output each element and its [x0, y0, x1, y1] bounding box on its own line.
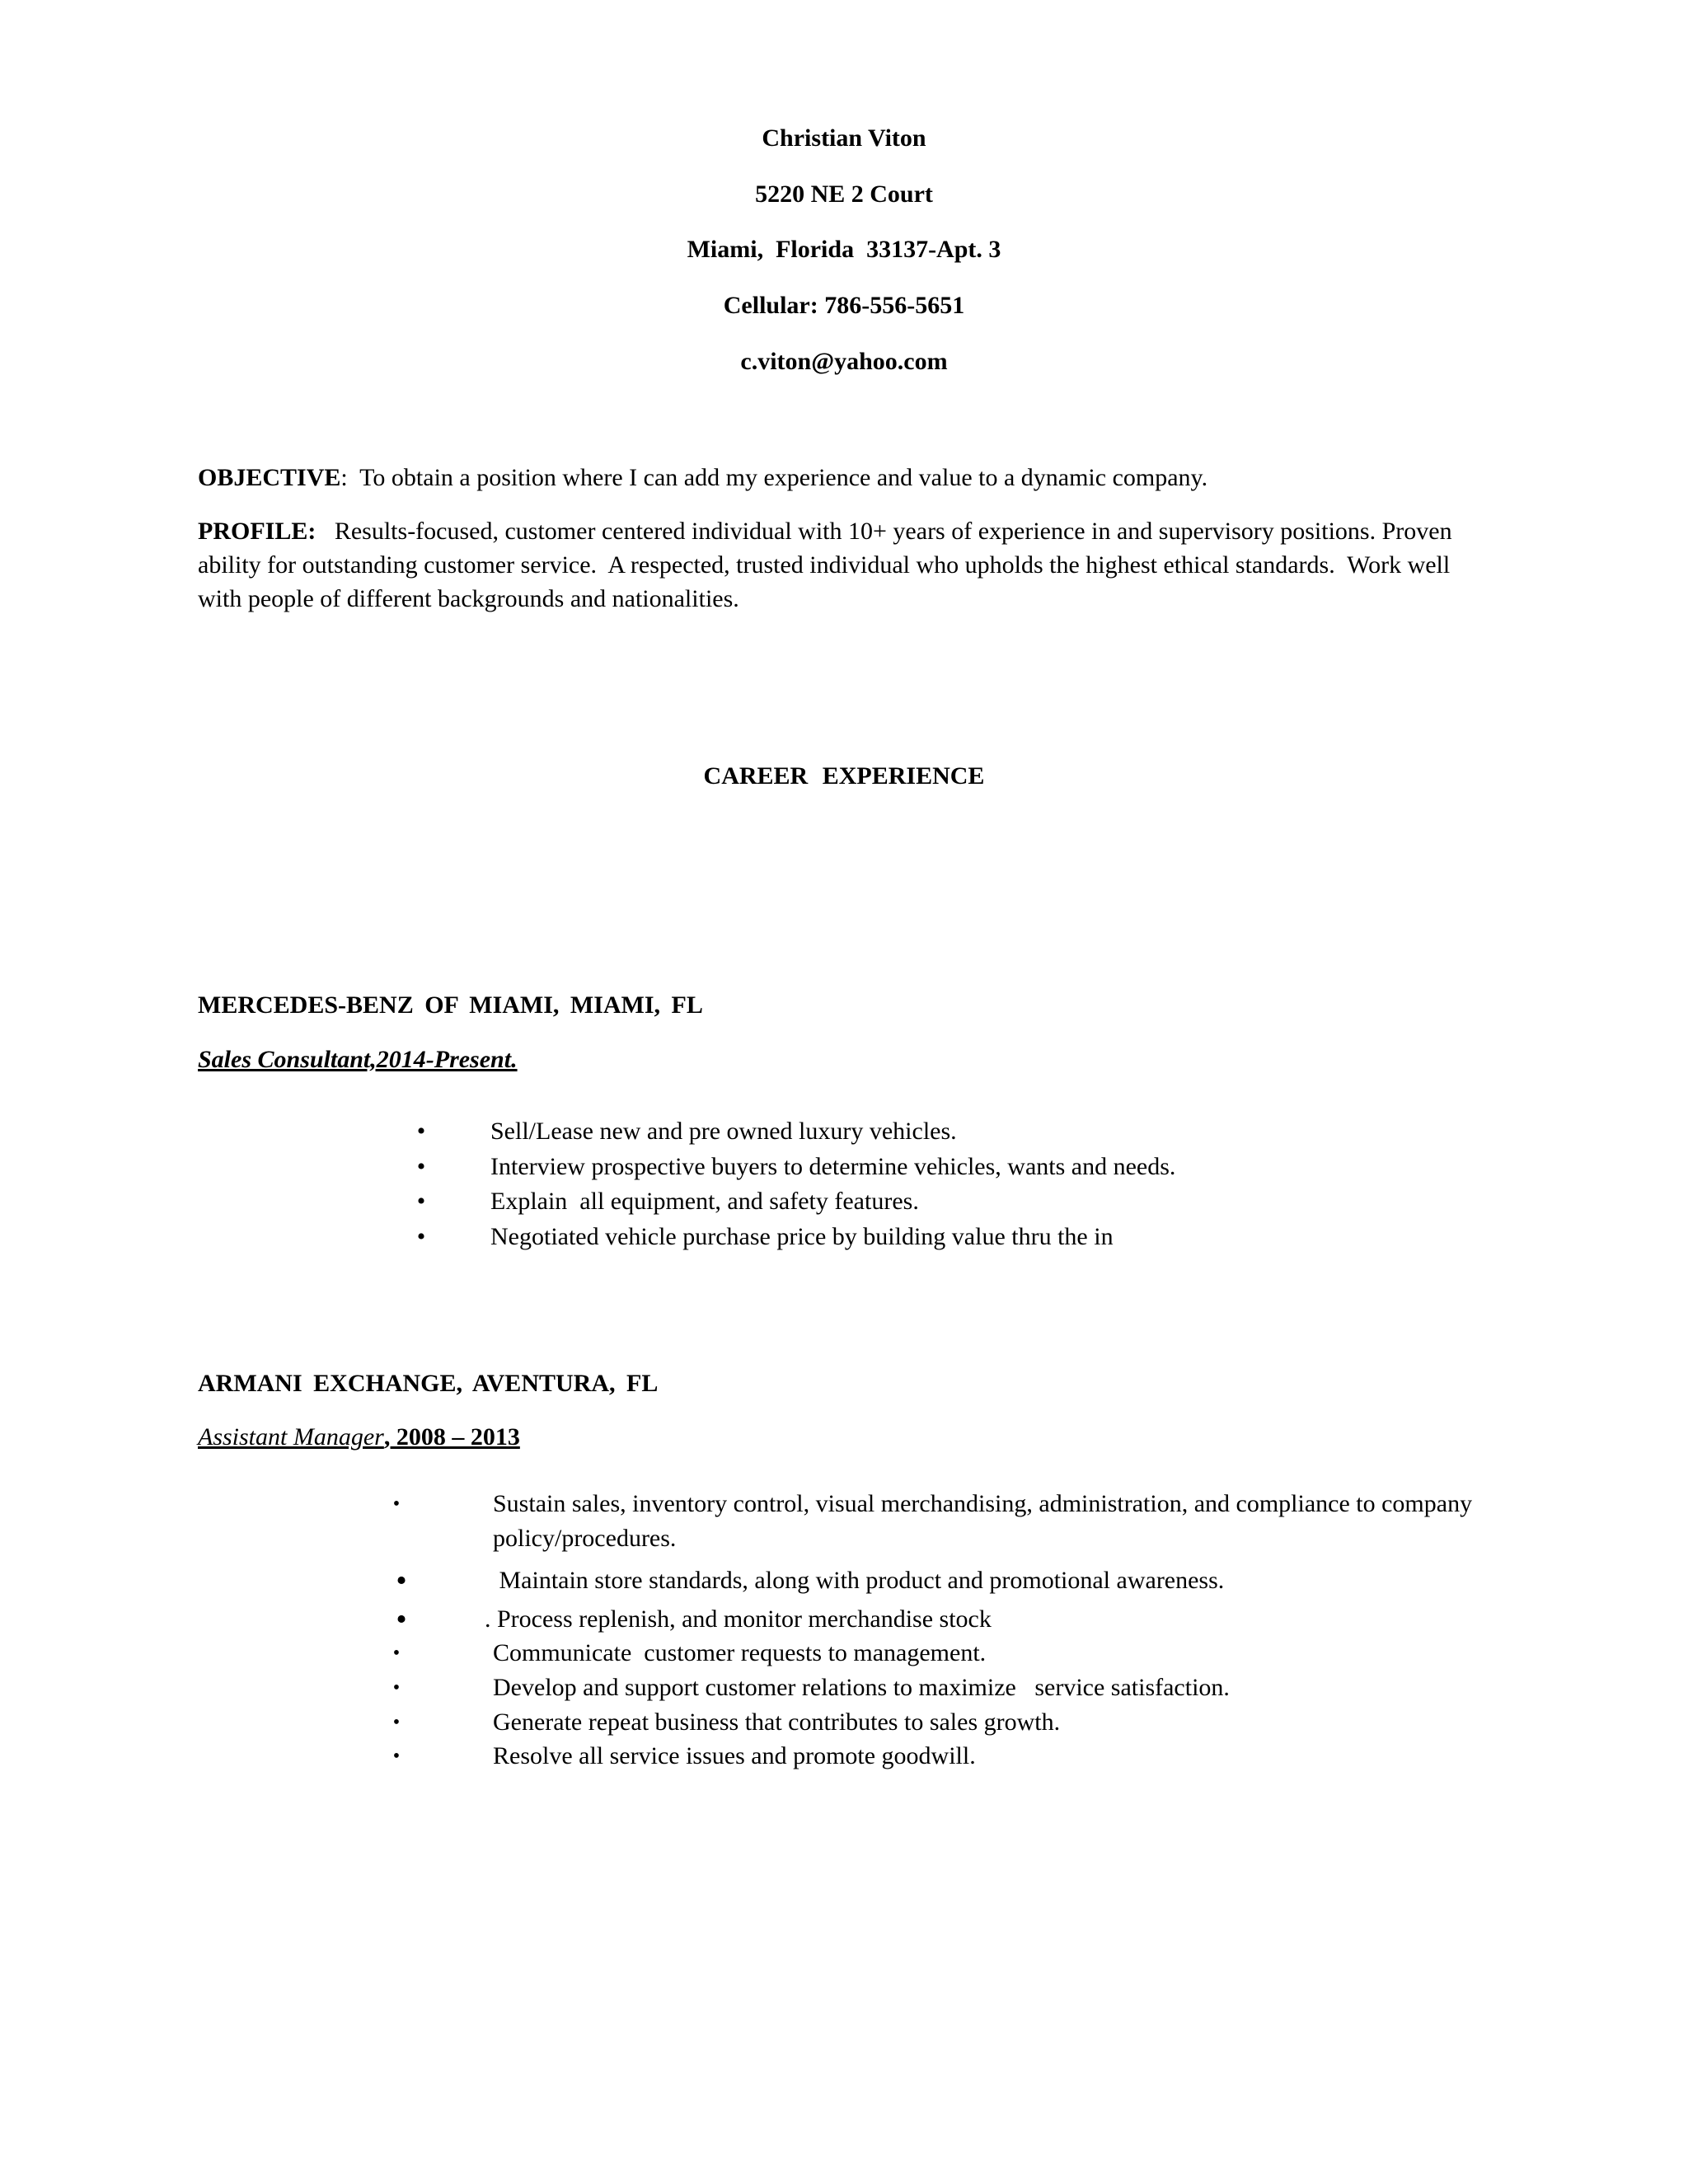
bullet-icon: •	[396, 1602, 407, 1637]
candidate-name: Christian Viton	[762, 124, 926, 152]
bullet-text: Interview prospective buyers to determine vehicles, wants and needs.	[490, 1153, 1176, 1180]
bullet-text: . Process replenish, and monitor merchandise stock	[485, 1605, 992, 1633]
bullet-text: Sell/Lease new and pre owned luxury vehicles.	[490, 1118, 957, 1145]
job-1-title	[198, 1045, 518, 1075]
bullet-icon: •	[392, 1712, 401, 1733]
objective-section	[198, 461, 1484, 494]
city-state-zip: Miami, Florida 33137-Apt. 3	[687, 236, 1001, 263]
job-2-title	[198, 1422, 520, 1452]
job-2-company: ARMANI EXCHANGE, AVENTURA, FL	[198, 1370, 659, 1397]
job-1-title-text: Sales Consultant,2014-Present.	[198, 1046, 518, 1073]
profile-text: Results-focused, customer centered individual with 10+ years of experience in and supervisory positions. Proven ability for outstanding customer service. A respected, trusted individual who upholds the highest ethical standards. Work well with people of different backgrounds and nationalities.	[198, 518, 1459, 612]
bullet-icon: •	[396, 1563, 407, 1598]
bullet-text: Communicate customer requests to management.	[493, 1639, 987, 1666]
bullet-icon: •	[392, 1493, 401, 1515]
job-2-dates: , 2008 – 2013	[383, 1423, 520, 1451]
job-2-title-text: Assistant Manager	[198, 1423, 384, 1451]
bullet-icon: •	[392, 1746, 401, 1767]
bullet-text: Resolve all service issues and promote goodwill.	[493, 1742, 976, 1769]
bullet-text: Sustain sales, inventory control, visual merchandising, administration, and compliance to company policy/procedures.	[493, 1490, 1473, 1552]
bullet-icon: •	[416, 1188, 426, 1215]
bullet-icon: •	[392, 1677, 401, 1699]
bullet-text: Maintain store standards, along with product and promotional awareness.	[493, 1567, 1225, 1594]
bullet-text: Negotiated vehicle purchase price by building value thru the in	[490, 1223, 1114, 1250]
bullet-icon: •	[416, 1153, 426, 1180]
bullet-text: Develop and support customer relations to maximize service satisfaction.	[493, 1674, 1230, 1701]
bullet-text: Explain all equipment, and safety features.	[490, 1188, 919, 1215]
list-item	[0, 1489, 1688, 1558]
career-experience-heading: CAREER EXPERIENCE	[703, 762, 985, 790]
bullet-icon: •	[416, 1118, 426, 1145]
bullet-icon: •	[392, 1643, 401, 1664]
email-address: c.viton@yahoo.com	[740, 348, 948, 375]
phone-number: Cellular: 786-556-5651	[723, 292, 965, 319]
profile-section	[198, 514, 1484, 616]
objective-text: : To obtain a position where I can add my experience and value to a dynamic company.	[340, 464, 1208, 491]
objective-label: OBJECTIVE	[198, 464, 341, 491]
bullet-text: Generate repeat business that contributes to sales growth.	[493, 1708, 1061, 1736]
job-1-company: MERCEDES-BENZ OF MIAMI, MIAMI, FL	[198, 991, 703, 1019]
profile-label: PROFILE:	[198, 518, 316, 545]
street-address: 5220 NE 2 Court	[755, 180, 933, 208]
bullet-icon: •	[416, 1223, 426, 1250]
